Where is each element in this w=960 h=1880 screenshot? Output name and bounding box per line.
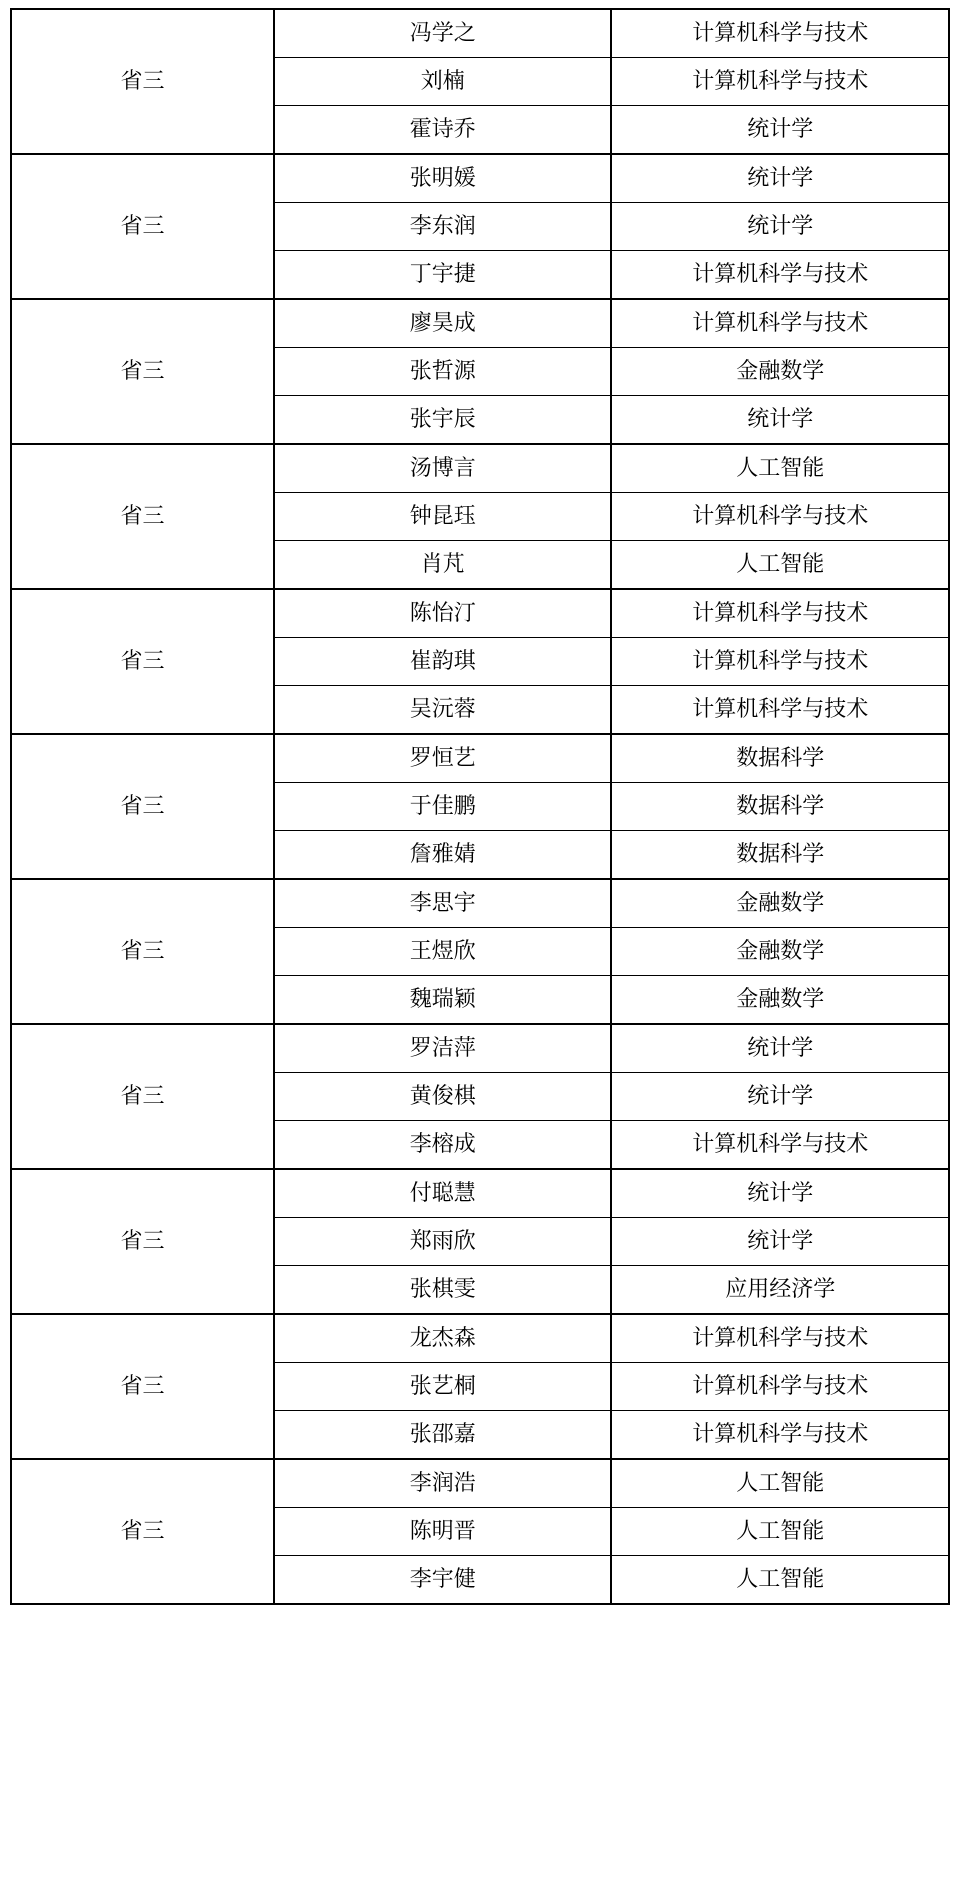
student-name-cell: 霍诗乔 (274, 106, 611, 155)
table-row (11, 879, 949, 928)
student-name-cell: 詹雅婧 (274, 831, 611, 880)
major-cell: 人工智能 (611, 444, 949, 493)
major-cell: 计算机科学与技术 (611, 299, 949, 348)
table-row (11, 1024, 949, 1073)
student-name-cell: 吴沅蓉 (274, 686, 611, 735)
student-name-cell: 廖昊成 (274, 299, 611, 348)
student-name-cell: 汤博言 (274, 444, 611, 493)
student-name-cell: 肖芃 (274, 541, 611, 590)
award-level-cell: 省三 (11, 879, 274, 1024)
major-cell: 金融数学 (611, 928, 949, 976)
student-name-cell: 黄俊棋 (274, 1073, 611, 1121)
major-cell: 统计学 (611, 1169, 949, 1218)
major-cell: 人工智能 (611, 1556, 949, 1605)
student-name-cell: 张宇辰 (274, 396, 611, 445)
major-cell: 计算机科学与技术 (611, 686, 949, 735)
major-cell: 统计学 (611, 1073, 949, 1121)
student-name-cell: 龙杰森 (274, 1314, 611, 1363)
award-level-cell: 省三 (11, 9, 274, 154)
award-level-cell: 省三 (11, 734, 274, 879)
major-cell: 计算机科学与技术 (611, 58, 949, 106)
major-cell: 计算机科学与技术 (611, 493, 949, 541)
student-name-cell: 张邵嘉 (274, 1411, 611, 1460)
major-cell: 计算机科学与技术 (611, 9, 949, 58)
major-cell: 金融数学 (611, 348, 949, 396)
table-row (11, 9, 949, 58)
major-cell: 人工智能 (611, 541, 949, 590)
student-name-cell: 郑雨欣 (274, 1218, 611, 1266)
table-row (11, 1169, 949, 1218)
student-name-cell: 刘楠 (274, 58, 611, 106)
award-table-body (11, 9, 949, 1604)
student-name-cell: 张棋雯 (274, 1266, 611, 1315)
student-name-cell: 魏瑞颖 (274, 976, 611, 1025)
table-row (11, 444, 949, 493)
student-name-cell: 钟昆珏 (274, 493, 611, 541)
major-cell: 统计学 (611, 1218, 949, 1266)
major-cell: 数据科学 (611, 734, 949, 783)
award-level-cell: 省三 (11, 1459, 274, 1604)
major-cell: 金融数学 (611, 976, 949, 1025)
award-level-cell: 省三 (11, 1024, 274, 1169)
major-cell: 统计学 (611, 396, 949, 445)
student-name-cell: 张明媛 (274, 154, 611, 203)
award-level-cell: 省三 (11, 154, 274, 299)
major-cell: 金融数学 (611, 879, 949, 928)
table-row (11, 154, 949, 203)
major-cell: 统计学 (611, 203, 949, 251)
student-name-cell: 李宇健 (274, 1556, 611, 1605)
student-name-cell: 陈怡汀 (274, 589, 611, 638)
student-name-cell: 王煜欣 (274, 928, 611, 976)
award-level-cell: 省三 (11, 589, 274, 734)
table-row (11, 589, 949, 638)
major-cell: 计算机科学与技术 (611, 251, 949, 300)
award-level-cell: 省三 (11, 444, 274, 589)
student-name-cell: 于佳鹏 (274, 783, 611, 831)
student-name-cell: 付聪慧 (274, 1169, 611, 1218)
table-row (11, 299, 949, 348)
major-cell: 人工智能 (611, 1508, 949, 1556)
major-cell: 计算机科学与技术 (611, 1314, 949, 1363)
student-name-cell: 张艺桐 (274, 1363, 611, 1411)
major-cell: 计算机科学与技术 (611, 589, 949, 638)
major-cell: 统计学 (611, 154, 949, 203)
major-cell: 计算机科学与技术 (611, 1121, 949, 1170)
student-name-cell: 崔韵琪 (274, 638, 611, 686)
major-cell: 应用经济学 (611, 1266, 949, 1315)
award-level-cell: 省三 (11, 1314, 274, 1459)
student-name-cell: 李东润 (274, 203, 611, 251)
table-row (11, 734, 949, 783)
student-name-cell: 罗恒艺 (274, 734, 611, 783)
major-cell: 统计学 (611, 106, 949, 155)
major-cell: 数据科学 (611, 783, 949, 831)
student-name-cell: 陈明晋 (274, 1508, 611, 1556)
table-row (11, 1459, 949, 1508)
major-cell: 计算机科学与技术 (611, 1411, 949, 1460)
student-name-cell: 李榕成 (274, 1121, 611, 1170)
major-cell: 计算机科学与技术 (611, 1363, 949, 1411)
major-cell: 统计学 (611, 1024, 949, 1073)
major-cell: 人工智能 (611, 1459, 949, 1508)
student-name-cell: 冯学之 (274, 9, 611, 58)
student-name-cell: 张哲源 (274, 348, 611, 396)
major-cell: 计算机科学与技术 (611, 638, 949, 686)
student-name-cell: 李思宇 (274, 879, 611, 928)
table-row (11, 1314, 949, 1363)
major-cell: 数据科学 (611, 831, 949, 880)
student-name-cell: 罗洁萍 (274, 1024, 611, 1073)
award-level-cell: 省三 (11, 1169, 274, 1314)
award-level-cell: 省三 (11, 299, 274, 444)
student-name-cell: 李润浩 (274, 1459, 611, 1508)
award-results-table (10, 8, 950, 1605)
student-name-cell: 丁宇捷 (274, 251, 611, 300)
